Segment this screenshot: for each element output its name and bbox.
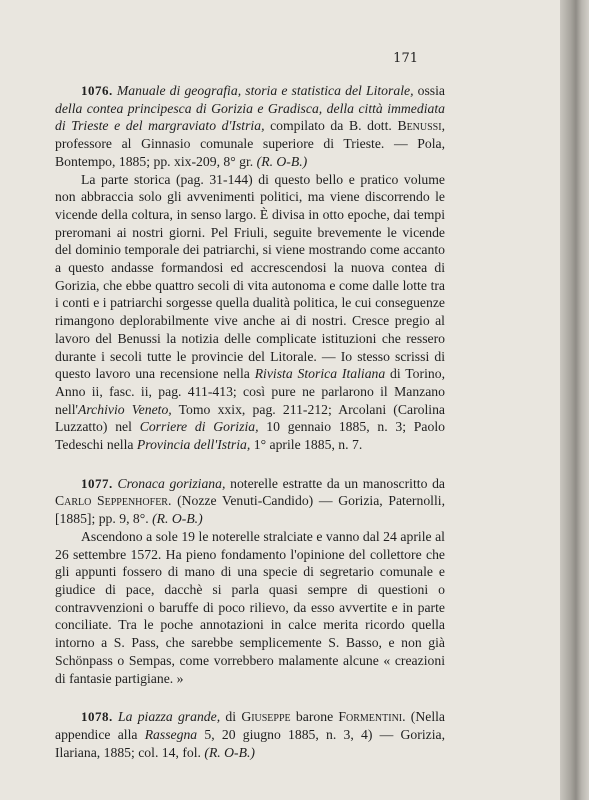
- bibliography-entry-1077: [55, 475, 445, 687]
- bibliography-entry-1076: [55, 82, 445, 454]
- entry-heading: 1078. La piazza grande, di Giuseppe barone Formentini. (Nella appendice alla Rassegna 5, 20 giugno 1885, n. 3, 4) — Gorizia, Ilariana, 1885; col. 14, fol. (R. O-B.): [55, 709, 445, 760]
- entry-number: 1077.: [81, 475, 113, 491]
- entry-number: 1078.: [81, 709, 113, 725]
- entry-number: 1076.: [81, 83, 113, 98]
- entry-signature: (R. O-B.): [152, 511, 203, 527]
- entry-heading: 1077. Cronaca goriziana, noterelle estratte da un manoscritto da Carlo Seppenhofer. (Nozze Venuti-Candido) — Gorizia, Paternolli, [1885]; pp. 9, 8°. (R. O-B.): [55, 475, 446, 527]
- entry-author: Carlo Seppenhofer: [55, 493, 168, 509]
- entry-body: La parte storica (pag. 31-144) di questo bello e pratico volume non abbraccia solo gli avvenimenti politici, ma viene discorrendo le vicende della coltura, in senso largo. È divisa in otto epoche, dai tempi preromani ai nostri giorni. Pel Friuli, seguite brevemente le vicende del dominio temporale dei patriarchi, si viene mostrando come accanto a questo andasse formandosi ed accrescendosi la nuova contea di Gorizia, che ebbe quattro secoli di vita autonoma e come dalle lotte tra i conti e i patriarchi sorgesse quella dualità politica, le cui conseguenze rimangono deplorabilmente vive anche ai di nostri. Cresce pregio al lavoro del Benussi la notizia delle complicate istituzioni che ressero durante i secoli tutte le provincie del Litorale. — Io stesso scrissi di questo lavoro una recensione nella Rivista Storica Italiana di Torino, Anno ii, fasc. ii, pag. 411-413; così pure ne parlarono il Manzano nell'Archivio Veneto, Tomo xxix, pag. 211-212; Arcolani (Carolina Luzzatto) nel Corriere di Gorizia, 10 gennaio 1885, n. 3; Paolo Tedeschi nella Provincia dell'Istria, 1° aprile 1885, n. 7.: [55, 171, 445, 453]
- entry-title: Cronaca goriziana,: [117, 475, 226, 491]
- entry-author: Benussi: [397, 118, 442, 134]
- entry-title: Manuale di geografia, storia e statistica del Litorale,: [116, 83, 414, 98]
- bibliography-entry-1078: [55, 708, 445, 761]
- entry-subtitle: della contea principesca di Gorizia e Gradisca, della città immediata di Trieste e del margraviato d'Istria,: [55, 100, 445, 134]
- entry-body: Ascendono a sole 19 le noterelle stralciate e vanno dal 24 aprile al 26 settembre 1572. Ha pieno fondamento l'opinione del collettore che gli appunti fossero di mano di una specie di segretario comunale e giudice di pace, dacchè si parla quasi sempre di questioni o contravvenzioni o baruffe di poco rilievo, da esso avvertite e in parte conciliate. Tra le poche annotazioni in calce merita ricordo quella intorno a S. Pass, che sarebbe semplicemente S. Basso, e non già Schönpass o Sempas, come vorrebbero malamente alcune « creazioni di fantasie partigiane. »: [55, 528, 445, 686]
- page-number: 171: [393, 51, 418, 66]
- entry-signature: (R. O-B.): [204, 744, 255, 760]
- entry-author-surname: Formentini: [338, 709, 403, 725]
- book-spine-shadow: [560, 0, 589, 800]
- entry-signature: (R. O-B.): [256, 153, 308, 169]
- entry-heading: 1076. Manuale di geografia, storia e statistica del Litorale, ossia della contea principesca di Gorizia e Gradisca, della città immediata di Trieste e del margraviato d'Istria, compilato da B. dott. Benussi, professore al Ginnasio comunale superiore di Trieste. — Pola, Bontempo, 1885; pp. xix-209, 8° gr. (R. O-B.): [55, 83, 446, 169]
- entry-title: La piazza grande,: [118, 709, 221, 725]
- entry-author: Giuseppe: [241, 709, 291, 725]
- page-content: [55, 82, 445, 782]
